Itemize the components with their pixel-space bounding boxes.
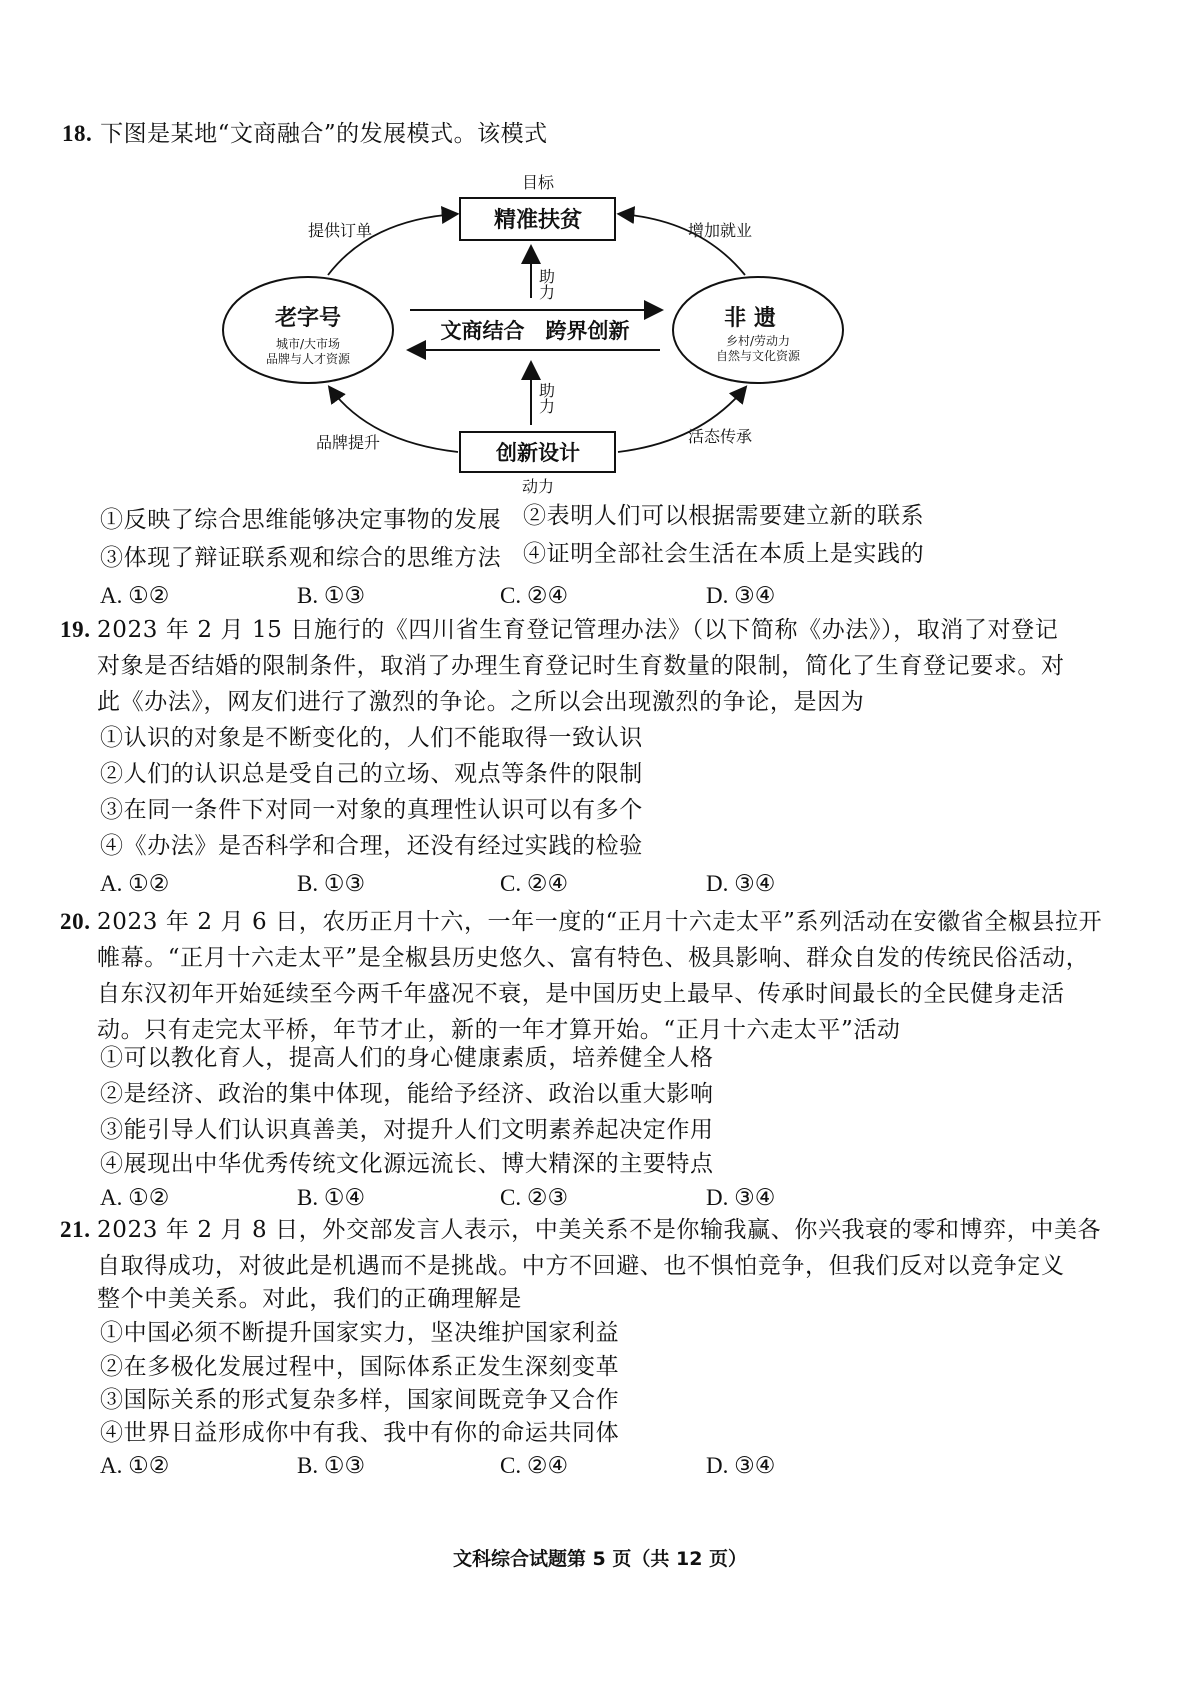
q21-stem-3: 整个中美关系。对此，我们的正确理解是 xyxy=(97,1286,522,1312)
q21-option-b[interactable]: B. ①③ xyxy=(297,1453,366,1478)
q21-item-1: ①中国必须不断提升国家实力，坚决维护国家利益 xyxy=(100,1320,620,1346)
up-support: 助力 xyxy=(536,268,556,300)
page-footer: 文科综合试题第 5 页（共 12 页） xyxy=(452,1548,748,1570)
label-bottom-left: 品牌提升 xyxy=(316,433,381,452)
right-sub2: 自然与文化资源 xyxy=(715,349,801,363)
left-sub1: 城市/大市场 xyxy=(275,337,341,351)
q21-option-a[interactable]: A. ①② xyxy=(100,1453,170,1478)
q19-stem-2: 对象是否结婚的限制条件，取消了办理生育登记时生育数量的限制，简化了生育登记要求。对 xyxy=(97,653,1065,679)
q20-stem-3: 自东汉初年开始延续至今两千年盛况不衰，是中国历史上最早、传承时间最长的全民健身走活 xyxy=(97,981,1065,1007)
q20-item-3: ③能引导人们认识真善美，对提升人们文明素养起决定作用 xyxy=(100,1117,714,1143)
q18-item-4: ④证明全部社会生活在本质上是实践的 xyxy=(523,541,925,567)
center-text: 文商结合 跨界创新 xyxy=(440,319,630,343)
q18-option-a[interactable]: A. ①② xyxy=(100,583,170,608)
q19-option-d[interactable]: D. ③④ xyxy=(706,871,776,896)
goal-caption: 目标 xyxy=(521,173,555,192)
q20-option-c[interactable]: C. ②③ xyxy=(500,1185,569,1210)
q19-stem-3: 此《办法》，网友们进行了激烈的争论。之所以会出现激烈的争论，是因为 xyxy=(97,689,865,715)
q19-option-c[interactable]: C. ②④ xyxy=(500,871,569,896)
label-top-right: 增加就业 xyxy=(688,221,753,240)
q21-item-4: ④世界日益形成你中有我、我中有你的命运共同体 xyxy=(100,1420,620,1446)
q18-option-d[interactable]: D. ③④ xyxy=(706,583,776,608)
q19-option-a[interactable]: A. ①② xyxy=(100,871,170,896)
q19-number: 19. xyxy=(60,617,91,642)
q19-option-b[interactable]: B. ①③ xyxy=(297,871,366,896)
q18-item-3: ③体现了辩证联系观和综合的思维方法 xyxy=(100,545,502,571)
q19-item-1: ①认识的对象是不断变化的，人们不能取得一致认识 xyxy=(100,725,643,751)
q21-stem-1: 2023 年 2 月 8 日，外交部发言人表示，中美关系不是你输我赢、你兴我衰的零和博弈，中美各 xyxy=(97,1217,1102,1243)
q19-item-3: ③在同一条件下对同一对象的真理性认识可以有多个 xyxy=(100,797,643,823)
goal-box-label: 精准扶贫 xyxy=(493,208,583,233)
q18-stem xyxy=(62,116,548,152)
q20-option-b[interactable]: B. ①④ xyxy=(297,1185,366,1210)
q19-stem-1: 2023 年 2 月 15 日施行的《四川省生育登记管理办法》（以下简称《办法》），取消了对登记 xyxy=(97,617,1059,643)
q20-item-2: ②是经济、政治的集中体现，能给予经济、政治以重大影响 xyxy=(100,1081,714,1107)
q20-stem-1: 2023 年 2 月 6 日，农历正月十六，一年一度的“正月十六走太平”系列活动在安徽省全椒县拉开 xyxy=(97,909,1103,935)
q18-number: 18. xyxy=(62,121,93,146)
q20-item-1: ①可以教化育人，提高人们的身心健康素质，培养健全人格 xyxy=(100,1045,714,1071)
motive-caption: 动力 xyxy=(521,477,555,496)
q21-stem-2: 自取得成功，对彼此是机遇而不是挑战。中方不回避、也不惧怕竞争，但我们反对以竞争定义 xyxy=(97,1253,1065,1279)
q18-stem-text: 下图是某地“文商融合”的发展模式。该模式 xyxy=(100,121,548,147)
q21-number: 21. xyxy=(60,1217,91,1242)
label-top-left: 提供订单 xyxy=(308,221,373,240)
q18-diagram xyxy=(220,170,860,500)
q21-item-2: ②在多极化发展过程中，国际体系正发生深刻变革 xyxy=(100,1354,620,1380)
q18-option-c[interactable]: C. ②④ xyxy=(500,583,569,608)
motive-box-label: 创新设计 xyxy=(496,441,580,465)
q20-item-4: ④展现出中华优秀传统文化源远流长、博大精深的主要特点 xyxy=(100,1151,714,1177)
right-title: 非 遗 xyxy=(724,306,776,331)
q19-item-4: ④《办法》是否科学和合理，还没有经过实践的检验 xyxy=(100,833,643,859)
left-sub2: 品牌与人才资源 xyxy=(265,352,351,366)
q21-option-c[interactable]: C. ②④ xyxy=(500,1453,569,1478)
q20-number: 20. xyxy=(60,909,91,934)
q20-option-a[interactable]: A. ①② xyxy=(100,1185,170,1210)
down-support: 助力 xyxy=(536,382,556,414)
q18-item-1: ①反映了综合思维能够决定事物的发展 xyxy=(100,507,502,533)
q20-stem-4: 动。只有走完太平桥，年节才止，新的一年才算开始。“正月十六走太平”活动 xyxy=(97,1017,901,1043)
q19-item-2: ②人们的认识总是受自己的立场、观点等条件的限制 xyxy=(100,761,643,787)
q18-option-b[interactable]: B. ①③ xyxy=(297,583,366,608)
q20-stem-2: 帷幕。“正月十六走太平”是全椒县历史悠久、富有特色、极具影响、群众自发的传统民俗活动， xyxy=(97,945,1090,971)
q21-option-d[interactable]: D. ③④ xyxy=(706,1453,776,1478)
label-bottom-right: 活态传承 xyxy=(688,427,753,446)
q21-item-3: ③国际关系的形式复杂多样，国家间既竞争又合作 xyxy=(100,1387,620,1413)
right-sub1: 乡村/劳动力 xyxy=(725,334,791,348)
q20-option-d[interactable]: D. ③④ xyxy=(706,1185,776,1210)
q18-item-2: ②表明人们可以根据需要建立新的联系 xyxy=(523,503,925,529)
left-title: 老字号 xyxy=(274,306,342,331)
